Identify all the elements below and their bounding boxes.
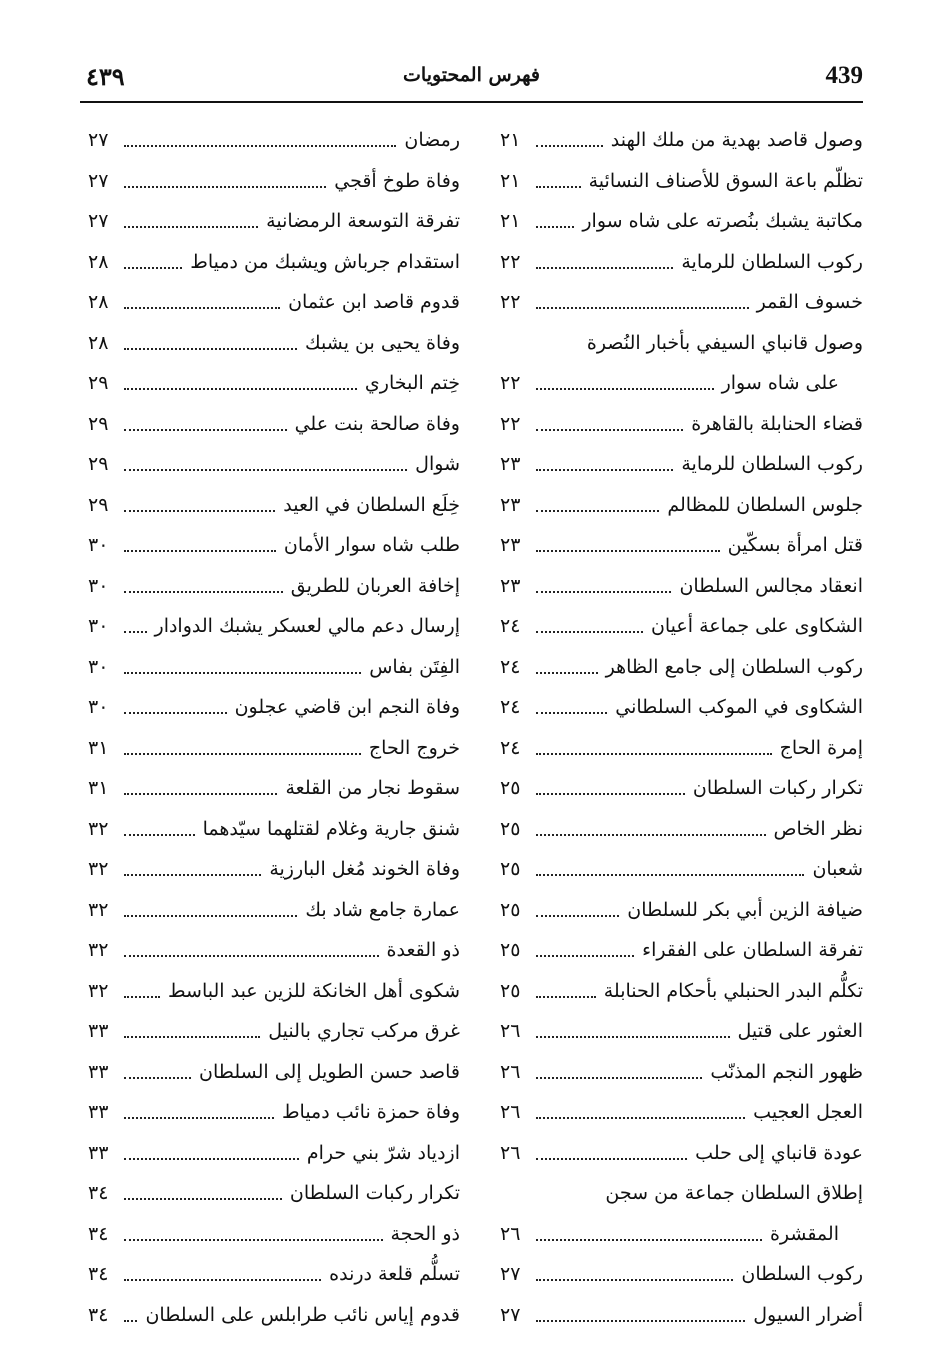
toc-entry-page: ٢٧	[500, 1303, 521, 1326]
toc-entry-page: ٢٧	[88, 129, 109, 151]
toc-entry-title: وفاة حمزة نائب دمياط	[281, 1101, 460, 1123]
toc-entry	[88, 242, 460, 282]
leader-dots	[124, 753, 361, 755]
toc-entry	[500, 525, 863, 565]
toc-entry	[88, 363, 460, 403]
toc-entry-title: شنق جارية وغلام لقتلهما سيّدهما	[202, 817, 460, 840]
toc-entry-page: ٢٣	[500, 534, 521, 556]
leader-dots	[124, 874, 261, 876]
toc-entry	[500, 768, 863, 808]
leader-dots	[536, 1158, 687, 1160]
toc-entry-title: خروج الحاج	[368, 736, 460, 759]
toc-entry-title: مكاتبة يشبك بنُصرته على شاه سوار	[582, 210, 863, 232]
leader-dots	[536, 388, 714, 390]
toc-entry	[500, 1011, 863, 1051]
toc-entry-title: قاصد حسن الطويل إلى السلطان	[199, 1060, 460, 1083]
toc-entry-title: وفاة طوخ أقجي	[334, 169, 460, 192]
toc-entry-title: وفاة الخوند مُغل البارزية	[269, 858, 460, 880]
leader-dots	[124, 834, 195, 836]
toc-entry-title: الفِتَن بفاس	[369, 655, 460, 678]
toc-entry-page: ٢٥	[500, 979, 521, 1002]
toc-entry-title: قدوم قاصد ابن عثمان	[288, 291, 460, 313]
toc-entry-page: ٣٠	[88, 655, 109, 678]
toc-entry-page: ٢٢	[500, 291, 521, 313]
toc-entry-title: خسوف القمر	[756, 291, 863, 313]
toc-entry-page: ٢٩	[88, 453, 109, 475]
leader-dots	[536, 834, 766, 836]
toc-entry-title: شوال	[415, 453, 460, 475]
leader-dots	[124, 1077, 191, 1079]
toc-entry-title: غرق مركب تجاري بالنيل	[268, 1020, 460, 1042]
leader-dots	[536, 145, 603, 147]
toc-entry-page: ٢٨	[88, 291, 109, 313]
toc-entry	[500, 687, 863, 727]
toc-entry-page: ٣٢	[88, 939, 109, 961]
toc-entry-title: ازدياد شرّ بني حرام	[306, 1141, 460, 1164]
toc-entry	[88, 1214, 460, 1254]
leader-dots	[124, 1239, 383, 1241]
toc-entry-page: ٢٩	[88, 493, 109, 516]
toc-entry-title: إخافة العربان للطريق	[290, 574, 460, 597]
toc-entry-title: استقدام جرباش ويشبك من دمياط	[190, 250, 460, 273]
toc-entry-title: جلوس السلطان للمظالم	[667, 493, 863, 516]
leader-dots	[124, 793, 277, 795]
leader-dots	[536, 1077, 702, 1079]
toc-entry-page: ٣٠	[88, 696, 109, 718]
leader-dots	[536, 186, 581, 188]
toc-entry-page: ٢١	[500, 169, 521, 192]
leader-dots	[536, 267, 673, 269]
leader-dots	[536, 955, 634, 957]
toc-entry-page: ٢٨	[88, 250, 109, 273]
leader-dots	[536, 915, 619, 917]
toc-entry-page: ٢٨	[88, 331, 109, 354]
toc-entry	[500, 606, 863, 646]
toc-entry-title: طلب شاه سوار الأمان	[283, 534, 460, 556]
toc-entry-title: وصول قانباي السيفي بأخبار النُصرة	[586, 331, 863, 354]
leader-dots	[536, 1036, 730, 1038]
toc-entry-title: انعقاد مجالس السلطان	[679, 574, 863, 597]
toc-entry	[88, 687, 460, 727]
toc-entry-page: ٢٢	[500, 372, 521, 394]
toc-entry-page: ٣٤	[88, 1263, 109, 1285]
leader-dots	[536, 429, 683, 431]
toc-entry-title: خِلَع السلطان في العيد	[283, 493, 460, 516]
toc-entry-title: أضرار السيول	[753, 1303, 863, 1326]
toc-entry-title: تكرار ركبات السلطان	[692, 777, 863, 799]
toc-entry-page: ٢٦	[500, 1222, 521, 1245]
toc-entry	[500, 444, 863, 484]
toc-entry-page: ٣٢	[88, 979, 109, 1002]
toc-entry-page: ٢٤	[500, 655, 521, 678]
toc-entry-page: ٢٦	[500, 1141, 521, 1164]
toc-entry	[500, 971, 863, 1011]
toc-entry-page: ٢٥	[500, 898, 521, 921]
leader-dots	[536, 1279, 733, 1281]
toc-entry	[500, 1092, 863, 1132]
toc-entry-title: ضيافة الزين أبي بكر للسلطان	[627, 898, 863, 921]
toc-entry-page: ٢٢	[500, 250, 521, 273]
leader-dots	[124, 348, 297, 350]
toc-entry	[500, 404, 863, 444]
toc-entry	[88, 647, 460, 687]
toc-entry-title: خِتم البخاري	[364, 372, 460, 394]
leader-dots	[536, 874, 804, 876]
toc-entry	[88, 282, 460, 322]
toc-entry-title: وفاة يحيى بن يشبك	[305, 331, 460, 354]
toc-entry	[500, 1173, 863, 1213]
toc-right-column	[500, 120, 863, 1340]
toc-entry-title: ظهور النجم المذنّب	[710, 1060, 863, 1083]
toc-entry-page: ٣٠	[88, 615, 109, 637]
toc-entry-page: ٢٥	[500, 777, 521, 799]
toc-entry-title: قدوم إياس نائب طرابلس على السلطان	[145, 1303, 460, 1326]
toc-entry-page: ٢٧	[500, 1263, 521, 1285]
toc-entry-title: ركوب السلطان للرماية	[681, 453, 863, 475]
toc-entry	[88, 404, 460, 444]
toc-entry-title: تكلُّم البدر الحنبلي بأحكام الحنابلة	[603, 979, 863, 1002]
toc-entry	[500, 201, 863, 241]
toc-entry	[88, 606, 460, 646]
toc-entry	[500, 1133, 863, 1173]
toc-entry-title: وفاة صالحة بنت علي	[294, 412, 460, 435]
page-number-arabic: ٤٣٩	[86, 62, 125, 91]
toc-entry	[88, 525, 460, 565]
toc-entry-title: قتل امرأة بسكّين	[727, 534, 863, 556]
toc-entry	[88, 485, 460, 525]
toc-entry-page: ٣٤	[88, 1222, 109, 1245]
toc-entry	[88, 566, 460, 606]
leader-dots	[124, 996, 160, 998]
leader-dots	[536, 510, 659, 512]
toc-entry-page: ٣٤	[88, 1182, 109, 1204]
toc-entry-page: ٢٢	[500, 412, 521, 435]
leader-dots	[536, 793, 685, 795]
toc-entry-title: شكوى أهل الخانكة للزين عبد الباسط	[168, 979, 460, 1002]
leader-dots	[124, 1117, 274, 1119]
toc-entry-title: تفرقة التوسعة الرمضانية	[266, 210, 460, 232]
toc-entry	[500, 1052, 863, 1092]
toc-entry-title: تسلُّم قلعة درنده	[329, 1263, 460, 1285]
toc-entry-title: نظر الخاص	[773, 817, 863, 840]
leader-dots	[124, 631, 147, 633]
toc-entry	[500, 930, 863, 970]
leader-dots	[124, 469, 407, 471]
toc-entry-title: عودة قانباي إلى حلب	[695, 1141, 863, 1164]
toc-entry-title: إرسال دعم مالي لعسكر يشبك الدوادار	[154, 615, 460, 637]
toc-entry-page: ٢٩	[88, 372, 109, 394]
toc-entry-title: ركوب السلطان للرماية	[681, 250, 863, 273]
toc-entry-title: تكرار ركبات السلطان	[289, 1182, 460, 1204]
toc-entry-page: ٢١	[500, 129, 521, 151]
leader-dots	[536, 226, 574, 228]
leader-dots	[124, 672, 361, 674]
leader-dots	[124, 955, 379, 957]
toc-entry-title: ركوب السلطان إلى جامع الظاهر	[605, 655, 863, 678]
toc-entry-page: ٢٣	[500, 493, 521, 516]
leader-dots	[124, 145, 396, 147]
toc-entry-page: ٢٤	[500, 736, 521, 759]
running-header	[80, 58, 863, 102]
leader-dots	[536, 469, 673, 471]
leader-dots	[124, 1320, 137, 1322]
toc-entry-title: إطلاق السلطان جماعة من سجن	[605, 1182, 863, 1204]
toc-entry	[88, 849, 460, 889]
leader-dots	[536, 1320, 745, 1322]
leader-dots	[124, 712, 227, 714]
toc-entry	[500, 809, 863, 849]
toc-entry	[500, 647, 863, 687]
toc-entry-page: ٢٥	[500, 858, 521, 880]
toc-entry-page: ٢٤	[500, 615, 521, 637]
toc-entry-page: ٣٤	[88, 1303, 109, 1326]
leader-dots	[124, 307, 280, 309]
toc-entry-page: ٢٣	[500, 453, 521, 475]
leader-dots	[124, 510, 275, 512]
leader-dots	[124, 1198, 282, 1200]
toc-entry-page: ٣٣	[88, 1101, 109, 1123]
toc-entry-page: ٢٦	[500, 1060, 521, 1083]
toc-left-column	[88, 120, 460, 1340]
leader-dots	[536, 631, 643, 633]
toc-entry-page: ٣٢	[88, 817, 109, 840]
leader-dots	[536, 753, 772, 755]
toc-entry-title: المقشرة	[769, 1222, 839, 1245]
toc-entry-page: ٢٧	[88, 210, 109, 232]
toc-entry-title: تظلّم باعة السوق للأصناف النسائية	[588, 169, 863, 192]
leader-dots	[124, 388, 357, 390]
leader-dots	[124, 1158, 299, 1160]
toc-entry-page: ٣٣	[88, 1020, 109, 1042]
toc-entry	[500, 323, 863, 363]
toc-entry-title: ذو الحجة	[390, 1222, 460, 1245]
toc-entry	[88, 1295, 460, 1335]
toc-entry	[500, 282, 863, 322]
toc-entry-title: سقوط نجار من القلعة	[285, 777, 460, 799]
toc-entry	[88, 1011, 460, 1051]
toc-entry-title: الشكاوى في الموكب السلطاني	[615, 696, 863, 718]
toc-entry	[88, 768, 460, 808]
leader-dots	[124, 591, 283, 593]
toc-entry-title: قضاء الحنابلة بالقاهرة	[691, 412, 863, 435]
toc-entry	[88, 1133, 460, 1173]
toc-entry-title: العثور على قتيل	[737, 1020, 863, 1042]
toc-entry-title: العجل العجيب	[753, 1101, 863, 1123]
toc-entry	[88, 1254, 460, 1294]
toc-entry	[500, 485, 863, 525]
leader-dots	[536, 307, 749, 309]
toc-entry-page: ٣٣	[88, 1141, 109, 1164]
toc-entry-page: ٢٥	[500, 939, 521, 961]
leader-dots	[536, 591, 671, 593]
toc-entry	[500, 728, 863, 768]
toc-entry-page: ٣١	[88, 736, 109, 759]
toc-entry-title: رمضان	[404, 129, 460, 151]
toc-entry-page: ٣٢	[88, 898, 109, 921]
toc-entry	[500, 242, 863, 282]
leader-dots	[124, 226, 258, 228]
toc-entry-title: شعبان	[812, 858, 863, 880]
leader-dots	[124, 1279, 321, 1281]
toc-entry	[500, 363, 863, 403]
toc-entry-page: ٣٢	[88, 858, 109, 880]
toc-entry-title: وفاة النجم ابن قاضي عجلون	[234, 696, 460, 718]
toc-entry	[88, 930, 460, 970]
leader-dots	[124, 550, 276, 552]
toc-entry-page: ٣٠	[88, 574, 109, 597]
toc-entry	[88, 971, 460, 1011]
toc-entry-page: ٣١	[88, 777, 109, 799]
toc-entry-title: ركوب السلطان	[741, 1263, 863, 1285]
leader-dots	[536, 550, 720, 552]
leader-dots	[536, 712, 607, 714]
toc-entry-page: ٢٤	[500, 696, 521, 718]
toc-entry-title: وصول قاصد بهدية من ملك الهند	[610, 129, 863, 151]
toc-entry-page: ٣٣	[88, 1060, 109, 1083]
toc-entry-title: ذو القعدة	[386, 939, 460, 961]
toc-entry	[88, 728, 460, 768]
toc-entry	[88, 323, 460, 363]
toc-entry-page: ٢٥	[500, 817, 521, 840]
leader-dots	[536, 996, 596, 998]
toc-entry	[500, 120, 863, 160]
toc-entry	[88, 809, 460, 849]
toc-entry	[500, 890, 863, 930]
toc-entry-page: ٢١	[500, 210, 521, 232]
toc-entry	[88, 444, 460, 484]
toc-entry-title: عمارة جامع شاد بك	[305, 898, 460, 921]
toc-entry	[88, 1092, 460, 1132]
leader-dots	[536, 1239, 762, 1241]
leader-dots	[124, 186, 326, 188]
leader-dots	[124, 915, 297, 917]
toc-entry-title: إمرة الحاج	[779, 736, 863, 759]
toc-entry	[500, 161, 863, 201]
leader-dots	[124, 267, 182, 269]
toc-entry	[500, 1214, 863, 1254]
toc-entry-page: ٢٣	[500, 574, 521, 597]
toc-entry	[88, 1052, 460, 1092]
running-title: فهرس المحتويات	[403, 64, 540, 86]
toc-entry	[88, 161, 460, 201]
leader-dots	[124, 429, 287, 431]
toc-entry-page: ٢٦	[500, 1101, 521, 1123]
toc-entry	[500, 566, 863, 606]
header-rule	[80, 101, 863, 103]
toc-entry	[88, 120, 460, 160]
toc-entry-page: ٣٠	[88, 534, 109, 556]
toc-entry-page: ٢٧	[88, 169, 109, 192]
toc-entry	[88, 1173, 460, 1213]
toc-entry-page: ٢٩	[88, 412, 109, 435]
leader-dots	[536, 672, 598, 674]
leader-dots	[536, 1117, 745, 1119]
toc-entry-title: تفرقة السلطان على الفقراء	[642, 939, 863, 961]
toc-entry	[88, 890, 460, 930]
toc-entry	[500, 849, 863, 889]
toc-entry-page: ٢٦	[500, 1020, 521, 1042]
toc-entry	[500, 1295, 863, 1335]
toc-entry-title: على شاه سوار	[721, 372, 839, 394]
leader-dots	[124, 1036, 260, 1038]
toc-entry	[500, 1254, 863, 1294]
toc-entry-title: الشكاوى على جماعة أعيان	[650, 615, 863, 637]
toc-entry	[88, 201, 460, 241]
page-number-latin: 439	[825, 62, 863, 89]
